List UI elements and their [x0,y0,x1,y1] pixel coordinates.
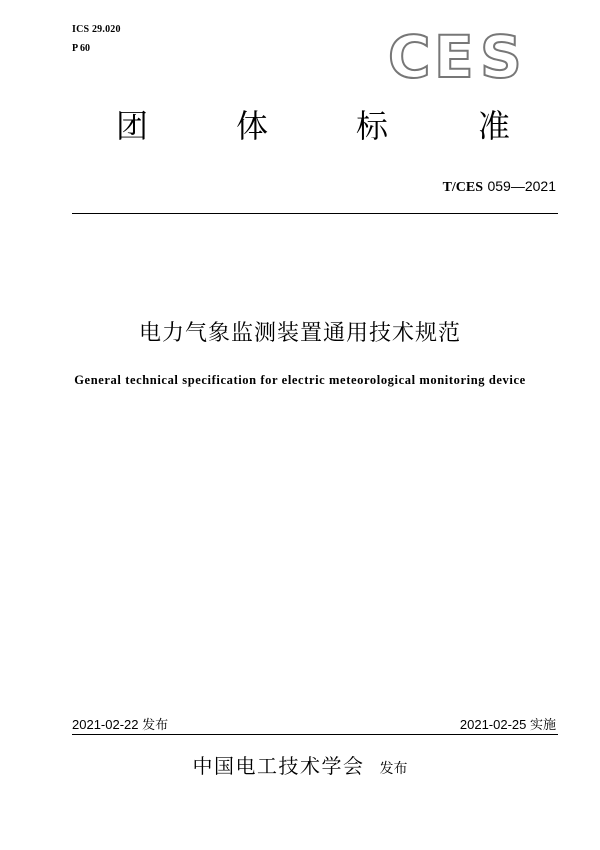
logo-letter-c: C [388,23,431,91]
standard-type-char: 准 [478,107,511,145]
footer-divider [72,734,558,735]
logo-letter-e: E [434,23,474,91]
ccs-code: P 60 [72,43,91,54]
issuer-action: 发布 [379,761,408,777]
issuer [0,750,600,779]
standard-number-prefix: T/CES [442,180,484,195]
standard-number [443,178,556,196]
implement-date: 2021-02-25 实施 [459,717,556,732]
standard-number-value: 059—2021 [487,178,556,194]
standard-type-char: 团 [116,107,149,145]
standard-type-char: 体 [236,107,269,145]
logo-letter-s: S [480,23,522,91]
ces-logo [388,23,526,91]
header-divider [72,213,558,214]
english-title: General technical specification for electric meteorological monitoring device [74,373,526,387]
publish-date: 2021-02-22 发布 [72,717,169,732]
standard-type-char: 标 [356,107,389,145]
chinese-title: 电力气象监测装置通用技术规范 [138,321,461,346]
issuer-organization: 中国电工技术学会 [192,754,365,778]
ics-code: ICS 29.020 [72,24,121,35]
